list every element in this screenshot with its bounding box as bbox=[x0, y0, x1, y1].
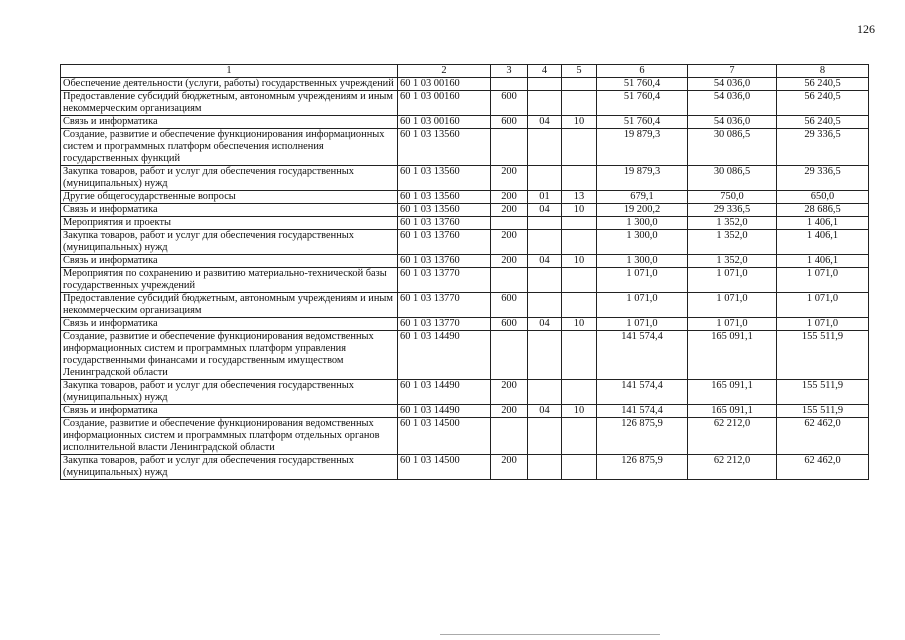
row-value-col7: 165 091,1 bbox=[688, 380, 777, 405]
row-subsection bbox=[562, 293, 597, 318]
row-name: Закупка товаров, работ и услуг для обеспечения государственных (муниципальных) нужд bbox=[61, 230, 398, 255]
row-name: Закупка товаров, работ и услуг для обеспечения государственных (муниципальных) нужд bbox=[61, 166, 398, 191]
row-subsection bbox=[562, 91, 597, 116]
table-row bbox=[61, 230, 869, 255]
row-code: 60 1 03 13770 bbox=[398, 293, 491, 318]
row-name: Предоставление субсидий бюджетным, автономным учреждениям и иным некоммерческим организациям bbox=[61, 91, 398, 116]
table-row bbox=[61, 191, 869, 204]
row-subsection bbox=[562, 268, 597, 293]
row-subsection: 10 bbox=[562, 318, 597, 331]
table-row bbox=[61, 293, 869, 318]
row-code: 60 1 03 14490 bbox=[398, 405, 491, 418]
row-subsection bbox=[562, 166, 597, 191]
row-section bbox=[528, 455, 562, 480]
table-row bbox=[61, 91, 869, 116]
row-section: 04 bbox=[528, 116, 562, 129]
row-value-col7: 30 086,5 bbox=[688, 129, 777, 166]
row-name: Связь и информатика bbox=[61, 255, 398, 268]
row-name: Мероприятия по сохранению и развитию материально-технической базы государственных учреждений bbox=[61, 268, 398, 293]
row-section bbox=[528, 78, 562, 91]
row-expense-type: 600 bbox=[491, 293, 528, 318]
row-expense-type: 200 bbox=[491, 204, 528, 217]
row-subsection bbox=[562, 78, 597, 91]
row-value-col8: 1 071,0 bbox=[777, 318, 869, 331]
row-value-col6: 679,1 bbox=[597, 191, 688, 204]
row-subsection bbox=[562, 230, 597, 255]
row-expense-type: 200 bbox=[491, 191, 528, 204]
row-section bbox=[528, 268, 562, 293]
row-section bbox=[528, 331, 562, 380]
row-section bbox=[528, 230, 562, 255]
row-code: 60 1 03 00160 bbox=[398, 91, 491, 116]
table-row bbox=[61, 129, 869, 166]
row-section bbox=[528, 129, 562, 166]
row-value-col8: 29 336,5 bbox=[777, 166, 869, 191]
row-value-col7: 165 091,1 bbox=[688, 331, 777, 380]
row-code: 60 1 03 13560 bbox=[398, 166, 491, 191]
row-value-col6: 141 574,4 bbox=[597, 331, 688, 380]
row-value-col8: 62 462,0 bbox=[777, 418, 869, 455]
table-row bbox=[61, 418, 869, 455]
row-name: Связь и информатика bbox=[61, 204, 398, 217]
page-number: 126 bbox=[857, 22, 875, 36]
row-value-col6: 1 071,0 bbox=[597, 318, 688, 331]
row-value-col8: 29 336,5 bbox=[777, 129, 869, 166]
row-expense-type bbox=[491, 418, 528, 455]
row-subsection bbox=[562, 129, 597, 166]
table-row bbox=[61, 318, 869, 331]
row-value-col7: 1 071,0 bbox=[688, 318, 777, 331]
row-code: 60 1 03 13560 bbox=[398, 191, 491, 204]
budget-table bbox=[60, 64, 869, 480]
row-value-col7: 750,0 bbox=[688, 191, 777, 204]
row-value-col7: 1 071,0 bbox=[688, 268, 777, 293]
row-code: 60 1 03 13560 bbox=[398, 129, 491, 166]
row-value-col7: 1 071,0 bbox=[688, 293, 777, 318]
row-section bbox=[528, 217, 562, 230]
row-value-col7: 1 352,0 bbox=[688, 255, 777, 268]
row-section: 04 bbox=[528, 204, 562, 217]
row-value-col8: 1 071,0 bbox=[777, 293, 869, 318]
row-name: Связь и информатика bbox=[61, 405, 398, 418]
row-expense-type bbox=[491, 331, 528, 380]
row-value-col8: 62 462,0 bbox=[777, 455, 869, 480]
scan-artifact-line bbox=[440, 634, 660, 635]
row-section: 01 bbox=[528, 191, 562, 204]
row-section bbox=[528, 91, 562, 116]
row-value-col6: 126 875,9 bbox=[597, 455, 688, 480]
row-code: 60 1 03 14490 bbox=[398, 380, 491, 405]
row-subsection: 13 bbox=[562, 191, 597, 204]
row-subsection bbox=[562, 455, 597, 480]
column-header: 6 bbox=[597, 65, 688, 78]
row-code: 60 1 03 13770 bbox=[398, 318, 491, 331]
row-expense-type: 200 bbox=[491, 405, 528, 418]
row-value-col6: 19 879,3 bbox=[597, 129, 688, 166]
row-value-col8: 1 406,1 bbox=[777, 217, 869, 230]
table-row bbox=[61, 380, 869, 405]
row-value-col6: 1 300,0 bbox=[597, 230, 688, 255]
row-value-col6: 19 879,3 bbox=[597, 166, 688, 191]
row-expense-type: 200 bbox=[491, 455, 528, 480]
table-row bbox=[61, 204, 869, 217]
row-value-col7: 30 086,5 bbox=[688, 166, 777, 191]
row-subsection bbox=[562, 331, 597, 380]
table-row bbox=[61, 405, 869, 418]
table-row bbox=[61, 217, 869, 230]
row-expense-type: 200 bbox=[491, 255, 528, 268]
row-name: Создание, развитие и обеспечение функционирования ведомственных информационных систем и программных платформ отдельных органов исполнительной власти Ленинградской области bbox=[61, 418, 398, 455]
row-name: Предоставление субсидий бюджетным, автономным учреждениям и иным некоммерческим организациям bbox=[61, 293, 398, 318]
row-value-col8: 56 240,5 bbox=[777, 91, 869, 116]
row-value-col6: 19 200,2 bbox=[597, 204, 688, 217]
row-section: 04 bbox=[528, 405, 562, 418]
row-value-col7: 1 352,0 bbox=[688, 217, 777, 230]
row-value-col8: 155 511,9 bbox=[777, 405, 869, 418]
header-row bbox=[61, 65, 869, 78]
row-value-col6: 1 300,0 bbox=[597, 217, 688, 230]
table-row bbox=[61, 78, 869, 91]
row-value-col8: 28 686,5 bbox=[777, 204, 869, 217]
row-expense-type bbox=[491, 78, 528, 91]
row-subsection: 10 bbox=[562, 204, 597, 217]
row-value-col6: 141 574,4 bbox=[597, 380, 688, 405]
row-subsection: 10 bbox=[562, 405, 597, 418]
row-section bbox=[528, 380, 562, 405]
column-header: 3 bbox=[491, 65, 528, 78]
table-row bbox=[61, 255, 869, 268]
row-value-col8: 1 406,1 bbox=[777, 230, 869, 255]
row-value-col7: 29 336,5 bbox=[688, 204, 777, 217]
row-value-col7: 62 212,0 bbox=[688, 418, 777, 455]
row-name: Создание, развитие и обеспечение функционирования ведомственных информационных систем и программных платформ управления государственными финансами и государственным имуществом Ленинградской области bbox=[61, 331, 398, 380]
row-expense-type bbox=[491, 268, 528, 293]
row-value-col7: 54 036,0 bbox=[688, 116, 777, 129]
row-value-col7: 54 036,0 bbox=[688, 91, 777, 116]
row-value-col6: 51 760,4 bbox=[597, 116, 688, 129]
row-value-col6: 51 760,4 bbox=[597, 78, 688, 91]
row-code: 60 1 03 13760 bbox=[398, 255, 491, 268]
row-section bbox=[528, 293, 562, 318]
row-subsection: 10 bbox=[562, 116, 597, 129]
row-code: 60 1 03 13560 bbox=[398, 204, 491, 217]
row-code: 60 1 03 00160 bbox=[398, 116, 491, 129]
row-value-col7: 62 212,0 bbox=[688, 455, 777, 480]
row-value-col7: 1 352,0 bbox=[688, 230, 777, 255]
table-row bbox=[61, 166, 869, 191]
row-name: Связь и информатика bbox=[61, 318, 398, 331]
table-row bbox=[61, 268, 869, 293]
row-name: Другие общегосударственные вопросы bbox=[61, 191, 398, 204]
row-value-col8: 650,0 bbox=[777, 191, 869, 204]
row-expense-type: 200 bbox=[491, 380, 528, 405]
row-value-col7: 165 091,1 bbox=[688, 405, 777, 418]
row-name: Создание, развитие и обеспечение функционирования информационных систем и программных платформ обеспечения исполнения государственных функций bbox=[61, 129, 398, 166]
row-value-col7: 54 036,0 bbox=[688, 78, 777, 91]
table-row bbox=[61, 116, 869, 129]
row-value-col8: 56 240,5 bbox=[777, 116, 869, 129]
row-subsection: 10 bbox=[562, 255, 597, 268]
row-code: 60 1 03 13770 bbox=[398, 268, 491, 293]
table-row bbox=[61, 455, 869, 480]
row-value-col6: 1 071,0 bbox=[597, 268, 688, 293]
row-value-col6: 51 760,4 bbox=[597, 91, 688, 116]
row-value-col8: 1 406,1 bbox=[777, 255, 869, 268]
row-name: Связь и информатика bbox=[61, 116, 398, 129]
row-name: Закупка товаров, работ и услуг для обеспечения государственных (муниципальных) нужд bbox=[61, 455, 398, 480]
row-name: Мероприятия и проекты bbox=[61, 217, 398, 230]
row-subsection bbox=[562, 418, 597, 455]
row-value-col8: 155 511,9 bbox=[777, 331, 869, 380]
column-header: 7 bbox=[688, 65, 777, 78]
table-row bbox=[61, 331, 869, 380]
row-name: Обеспечение деятельности (услуги, работы) государственных учреждений bbox=[61, 78, 398, 91]
row-expense-type: 600 bbox=[491, 91, 528, 116]
row-subsection bbox=[562, 380, 597, 405]
column-header: 5 bbox=[562, 65, 597, 78]
column-header: 4 bbox=[528, 65, 562, 78]
row-section bbox=[528, 166, 562, 191]
row-code: 60 1 03 00160 bbox=[398, 78, 491, 91]
row-value-col6: 1 071,0 bbox=[597, 293, 688, 318]
row-code: 60 1 03 14500 bbox=[398, 455, 491, 480]
row-expense-type: 200 bbox=[491, 230, 528, 255]
row-expense-type: 200 bbox=[491, 166, 528, 191]
row-expense-type: 600 bbox=[491, 116, 528, 129]
row-name: Закупка товаров, работ и услуг для обеспечения государственных (муниципальных) нужд bbox=[61, 380, 398, 405]
row-expense-type bbox=[491, 217, 528, 230]
row-value-col8: 1 071,0 bbox=[777, 268, 869, 293]
row-value-col8: 56 240,5 bbox=[777, 78, 869, 91]
column-header: 8 bbox=[777, 65, 869, 78]
column-header: 1 bbox=[61, 65, 398, 78]
row-expense-type bbox=[491, 129, 528, 166]
row-expense-type: 600 bbox=[491, 318, 528, 331]
row-section: 04 bbox=[528, 255, 562, 268]
row-section bbox=[528, 418, 562, 455]
row-value-col6: 1 300,0 bbox=[597, 255, 688, 268]
row-value-col8: 155 511,9 bbox=[777, 380, 869, 405]
row-code: 60 1 03 13760 bbox=[398, 230, 491, 255]
row-value-col6: 126 875,9 bbox=[597, 418, 688, 455]
row-subsection bbox=[562, 217, 597, 230]
row-value-col6: 141 574,4 bbox=[597, 405, 688, 418]
row-code: 60 1 03 14490 bbox=[398, 331, 491, 380]
row-section: 04 bbox=[528, 318, 562, 331]
row-code: 60 1 03 14500 bbox=[398, 418, 491, 455]
row-code: 60 1 03 13760 bbox=[398, 217, 491, 230]
column-header: 2 bbox=[398, 65, 491, 78]
